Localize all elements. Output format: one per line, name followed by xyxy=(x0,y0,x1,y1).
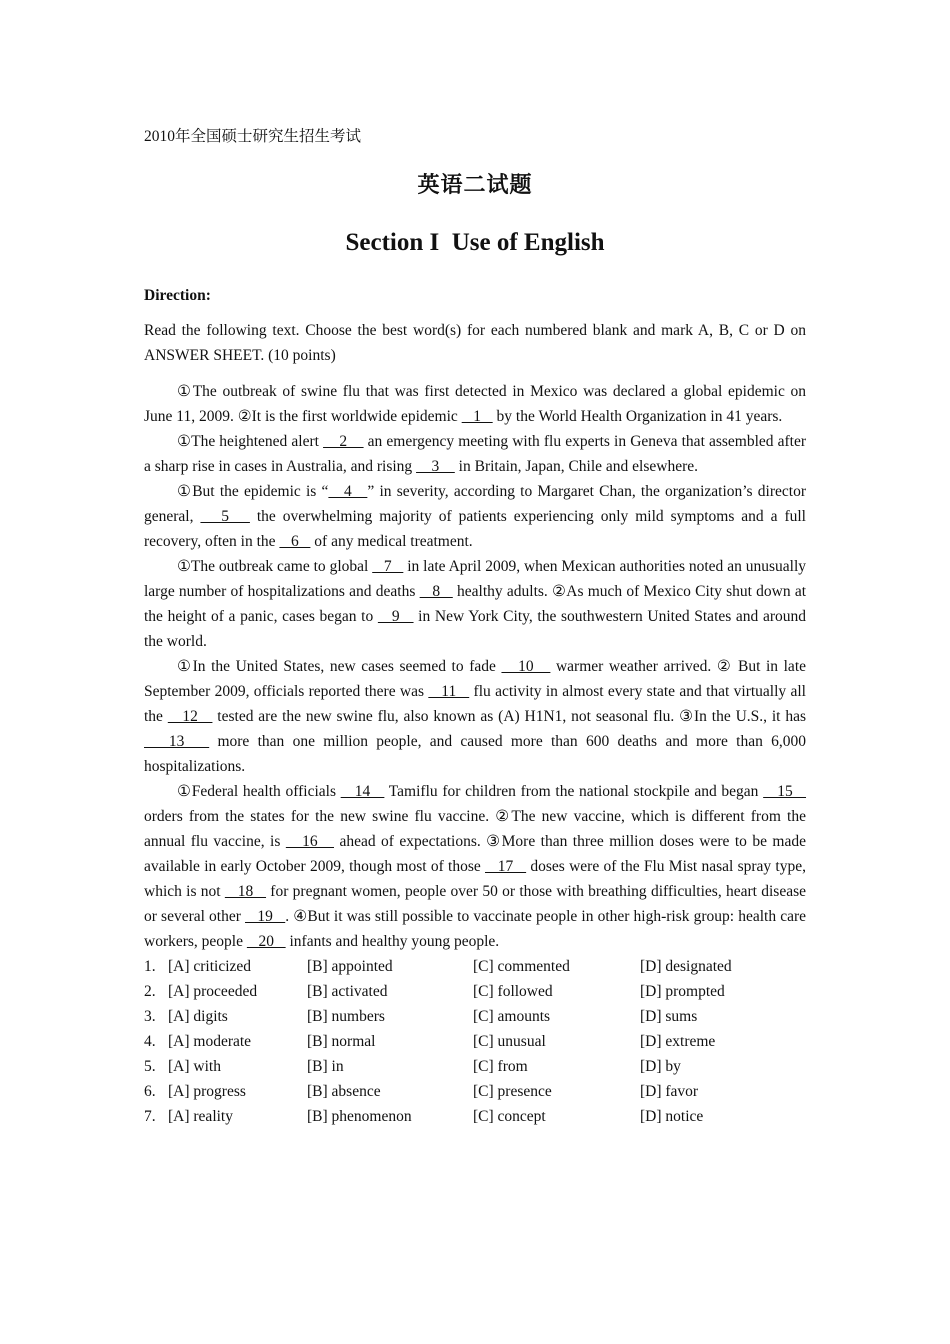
cloze-blank: 9 xyxy=(377,608,414,625)
cloze-blank: 1 xyxy=(461,408,493,425)
cloze-blank: 3 xyxy=(416,458,455,475)
option-a: [A] reality xyxy=(168,1108,233,1125)
passage-text: ①But the epidemic is “ xyxy=(177,483,329,500)
option-row xyxy=(144,1104,806,1129)
cloze-blank: 18 xyxy=(224,883,267,900)
passage-text: infants and healthy young people. xyxy=(285,933,500,950)
cloze-blank: 7 xyxy=(372,558,404,575)
question-number: 7. xyxy=(144,1108,156,1125)
option-a: [A] criticized xyxy=(168,958,252,975)
option-c: [C] from xyxy=(473,1058,528,1075)
passage-text: ①The outbreak came to global xyxy=(177,558,373,575)
option-row xyxy=(144,1079,806,1104)
passage-text: an emergency meeting with flu experts in Geneva that assembled after a sharp rise in cases in Australia, and rising xyxy=(144,433,807,475)
option-row xyxy=(144,1029,806,1054)
option-b: [B] activated xyxy=(307,983,388,1000)
option-row xyxy=(144,979,806,1004)
option-d: [D] favor xyxy=(640,1083,699,1100)
option-c: [C] followed xyxy=(473,983,553,1000)
cloze-blank: 11 xyxy=(428,683,470,700)
cloze-blank: 14 xyxy=(340,783,385,800)
direction-label: Direction: xyxy=(144,287,211,304)
passage-paragraph xyxy=(144,429,806,479)
passage-paragraph xyxy=(144,654,806,779)
cloze-blank: 16 xyxy=(285,833,334,850)
option-c: [C] commented xyxy=(473,958,570,975)
option-b: [B] in xyxy=(307,1058,344,1075)
passage-text: for pregnant women, people over 50 or those with breathing difficulties, heart disease or several other xyxy=(144,883,806,925)
option-b: [B] appointed xyxy=(307,958,393,975)
option-row xyxy=(144,954,806,979)
option-a: [A] digits xyxy=(168,1008,228,1025)
cloze-blank: 20 xyxy=(246,933,286,950)
option-b: [B] normal xyxy=(307,1033,376,1050)
option-c: [C] unusual xyxy=(473,1033,546,1050)
cloze-blank: 10 xyxy=(501,658,551,675)
option-d: [D] designated xyxy=(640,958,732,975)
passage-text: ①Federal health officials xyxy=(177,783,341,800)
passage-text: tested are the new swine flu, also known as (A) H1N1, not seasonal flu. ③In the U.S., it has xyxy=(212,708,806,725)
option-d: [D] prompted xyxy=(640,983,725,1000)
question-number: 2. xyxy=(144,983,156,1000)
passage-text: in late April 2009, when Mexican authorities noted an unusually large number of hospitalizations and deaths xyxy=(144,558,806,600)
option-a: [A] moderate xyxy=(168,1033,252,1050)
cloze-blank: 4 xyxy=(328,483,368,500)
question-number: 5. xyxy=(144,1058,156,1075)
passage-text: ” in severity, according to Margaret Chan, the organization’s director general, xyxy=(144,483,806,525)
passage-text: ahead of expectations. ③More than three million doses were to be made available in early October 2009, though most of those xyxy=(144,833,806,875)
passage-paragraph xyxy=(144,479,806,554)
cloze-blank: 6 xyxy=(279,533,311,550)
passage-text: doses were of the Flu Mist nasal spray type, which is not xyxy=(144,858,806,900)
exam-header: 2010年全国硕士研究生招生考试 xyxy=(144,128,362,145)
cloze-blank: 17 xyxy=(485,858,527,875)
cloze-blank: 8 xyxy=(419,583,453,600)
option-d: [D] sums xyxy=(640,1008,698,1025)
question-number: 3. xyxy=(144,1008,156,1025)
cloze-blank: 5 xyxy=(200,508,250,525)
option-d: [D] by xyxy=(640,1058,681,1075)
cloze-passage xyxy=(144,379,806,954)
passage-text: more than one million people, and caused more than 600 deaths and more than 6,000 hospitalizations. xyxy=(144,733,807,775)
option-b: [B] numbers xyxy=(307,1008,385,1025)
cloze-blank: 12 xyxy=(167,708,213,725)
passage-text: by the World Health Organization in 41 years. xyxy=(492,408,783,425)
passage-paragraph xyxy=(144,379,806,429)
cloze-blank: 13 xyxy=(144,733,210,750)
option-b: [B] phenomenon xyxy=(307,1108,412,1125)
option-a: [A] proceeded xyxy=(168,983,258,1000)
passage-text: ①The heightened alert xyxy=(177,433,324,450)
question-number: 4. xyxy=(144,1033,156,1050)
passage-text: warmer weather arrived. ② But in late September 2009, officials reported there was xyxy=(144,658,807,700)
option-row xyxy=(144,1004,806,1029)
option-b: [B] absence xyxy=(307,1083,381,1100)
question-number: 6. xyxy=(144,1083,156,1100)
option-a: [A] with xyxy=(168,1058,221,1075)
passage-text: in Britain, Japan, Chile and elsewhere. xyxy=(454,458,698,475)
cloze-blank: 2 xyxy=(323,433,364,450)
passage-paragraph xyxy=(144,554,806,654)
answer-options xyxy=(144,954,806,1129)
cloze-blank: 15 xyxy=(763,783,807,800)
cloze-blank: 19 xyxy=(245,908,286,925)
option-row xyxy=(144,1054,806,1079)
passage-text: ①The outbreak of swine flu that was first detected in Mexico was declared a global epidemic on June 11, 2009. ②It is the first worldwide epidemic xyxy=(144,383,806,425)
passage-paragraph xyxy=(144,779,806,954)
passage-text: healthy adults. ②As much of Mexico City shut down at the height of a panic, cases began to xyxy=(144,583,806,625)
passage-text: in New York City, the southwestern United States and around the world. xyxy=(144,608,807,650)
option-c: [C] amounts xyxy=(473,1008,551,1025)
section-title: Section I Use of English xyxy=(345,229,605,256)
paper-title: 英语二试题 xyxy=(417,173,533,198)
option-c: [C] presence xyxy=(473,1083,552,1100)
passage-text: flu activity in almost every state and that virtually all the xyxy=(144,683,806,725)
question-number: 1. xyxy=(144,958,156,975)
passage-text: Tamiflu for children from the national stockpile and began xyxy=(384,783,764,800)
passage-text: . ④But it was still possible to vaccinate people in other high-risk group: health care workers, people xyxy=(144,908,806,950)
direction-text: Read the following text. Choose the best word(s) for each numbered blank and mark A, B, C or D on ANSWER SHEET. (10 points) xyxy=(144,322,806,364)
option-d: [D] extreme xyxy=(640,1033,716,1050)
passage-text: ①In the United States, new cases seemed to fade xyxy=(177,658,502,675)
exam-page xyxy=(144,124,806,1129)
passage-text: the overwhelming majority of patients experiencing only mild symptoms and a full recovery, often in the xyxy=(144,508,806,550)
option-c: [C] concept xyxy=(473,1108,546,1125)
option-a: [A] progress xyxy=(168,1083,246,1100)
option-d: [D] notice xyxy=(640,1108,704,1125)
passage-text: orders from the states for the new swine flu vaccine. ②The new vaccine, which is different from the annual flu vaccine, is xyxy=(144,808,806,850)
passage-text: of any medical treatment. xyxy=(310,533,473,550)
